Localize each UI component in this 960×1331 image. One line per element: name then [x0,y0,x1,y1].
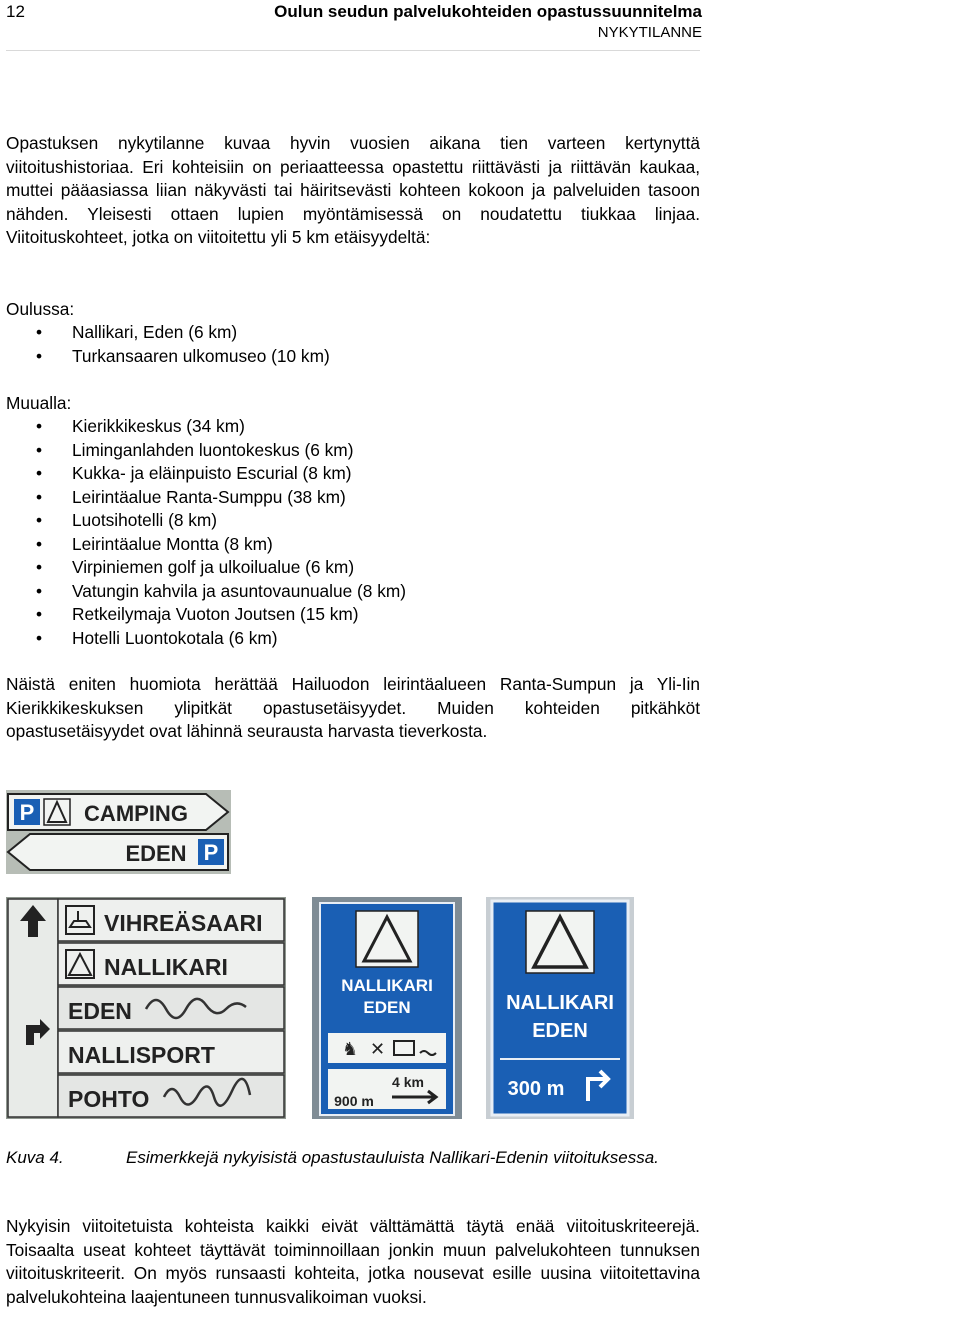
elsewhere-list [6,415,406,650]
intro-paragraph: Opastuksen nykytilanne kuvaa hyvin vuosien aikana tien varteen kertynyttä viitoitushistoriaa. Eri kohteisiin on periaatteessa opastettu riittävästi ja riittävän kaukaa, muttei pääasiassa liian näkyvästi tai häiritsevästi kohteen kokoon ja palveluiden tasoon nähden. Yleisesti ottaen lupien myöntämisessä on noudatettu tiukkaa linjaa. Viitoituskohteet, jotka on viitoitettu yli 5 km etäisyydeltä: [6,133,700,247]
photo-white-direction-signs [6,897,286,1119]
bullet-icon: • [36,627,43,648]
header-rule [6,50,700,51]
list-item: • Kierikkikeskus (34 km) [6,415,406,439]
svg-text:EDEN: EDEN [68,998,132,1024]
blue-sign-2-illustration [486,897,634,1119]
photo-camping-eden-signs [6,790,231,874]
list-item: • Hotelli Luontokotala (6 km) [6,627,406,651]
camping-eden-signs-illustration [6,790,231,874]
svg-text:NALLIKARI: NALLIKARI [506,992,614,1014]
list-item: • Virpiniemen golf ja ulkoilualue (6 km) [6,556,406,580]
bullet-icon: • [36,604,43,624]
svg-text:P: P [203,840,219,865]
list-item: • Luotsihotelli (8 km) [6,509,406,533]
figure-caption-label: Kuva 4. [6,1148,64,1167]
bullet-icon: • [36,510,43,530]
svg-text:EDEN: EDEN [363,998,411,1017]
svg-text:NALLIKARI: NALLIKARI [341,976,433,995]
photo-blue-sign-1 [312,897,462,1119]
svg-text:VIHREÄSAARI: VIHREÄSAARI [104,910,263,936]
white-direction-signs-illustration [6,897,286,1119]
oulu-list [6,321,330,368]
svg-text:4 km: 4 km [392,1074,424,1090]
bullet-icon: • [36,463,43,483]
svg-text:P: P [19,800,35,825]
list-item: • Nallikari, Eden (6 km) [6,321,330,345]
svg-text:EDEN: EDEN [532,1020,588,1042]
chapter-title: NYKYTILANNE [597,24,702,41]
svg-text:NALLISPORT: NALLISPORT [68,1042,215,1068]
bullet-icon: • [36,345,43,366]
svg-text:CAMPING: CAMPING [84,801,188,826]
list-item: • Leirintäalue Montta (8 km) [6,533,406,557]
svg-text:✕: ✕ [370,1039,386,1060]
list-item: • Turkansaaren ulkomuseo (10 km) [6,345,330,369]
elsewhere-label: Muualla: [6,393,72,413]
bullet-icon: • [36,533,43,554]
blue-sign-1-illustration [312,897,462,1119]
analysis-paragraph: Näistä eniten huomiota herättää Hailuodon leirintäalueen Ranta-Sumpun ja Yli-Iin Kierikkikeskuksen ylipitkät opastusetäisyydet. Muiden kohteiden pitkähköt opastusetäisyydet ovat lähinnä seurausta harvasta tieverkosta. [6,674,700,741]
bullet-icon: • [36,416,43,436]
svg-text:300 m: 300 m [507,1078,565,1100]
closing-paragraph: Nykyisin viitoitetuista kohteista kaikki eivät välttämättä täytä enää viitoituskriteerejä. Toisaalta useat kohteet täyttävät toiminnoillaan jonkin muun palvelukohteen tunnuksen viitoituskriteerit. On myös runsaasti kohteita, jotka nousevat esille uusina viitoitettavina palvelukohteina laajentuneen tunnusvalikoiman vuoksi. [6,1216,700,1307]
bullet-icon: • [36,322,43,342]
svg-text:900 m: 900 m [334,1093,374,1109]
bullet-icon: • [36,486,43,507]
svg-text:NALLIKARI: NALLIKARI [104,954,228,980]
figure-caption-text: Esimerkkejä nykyisistä opastustauluista Nallikari-Edenin viitoituksessa. [126,1148,659,1167]
list-item: • Kukka- ja eläinpuisto Escurial (8 km) [6,462,406,486]
svg-text:POHTO: POHTO [68,1086,150,1112]
page-number: 12 [6,2,25,21]
photo-blue-sign-2 [486,897,634,1119]
list-item: • Liminganlahden luontokeskus (6 km) [6,439,406,463]
svg-text:♞: ♞ [342,1039,359,1060]
list-item: • Leirintäalue Ranta-Sumppu (38 km) [6,486,406,510]
bullet-icon: • [36,580,43,601]
bullet-icon: • [36,439,43,460]
svg-text:EDEN: EDEN [125,841,187,866]
page-header [0,0,960,54]
list-item: • Vatungin kahvila ja asuntovaunualue (8 km) [6,580,406,604]
bullet-icon: • [36,557,43,577]
oulu-label: Oulussa: [6,299,75,319]
list-item: • Retkeilymaja Vuoton Joutsen (15 km) [6,603,406,627]
document-title: Oulun seudun palvelukohteiden opastussuunnitelma [274,2,702,21]
